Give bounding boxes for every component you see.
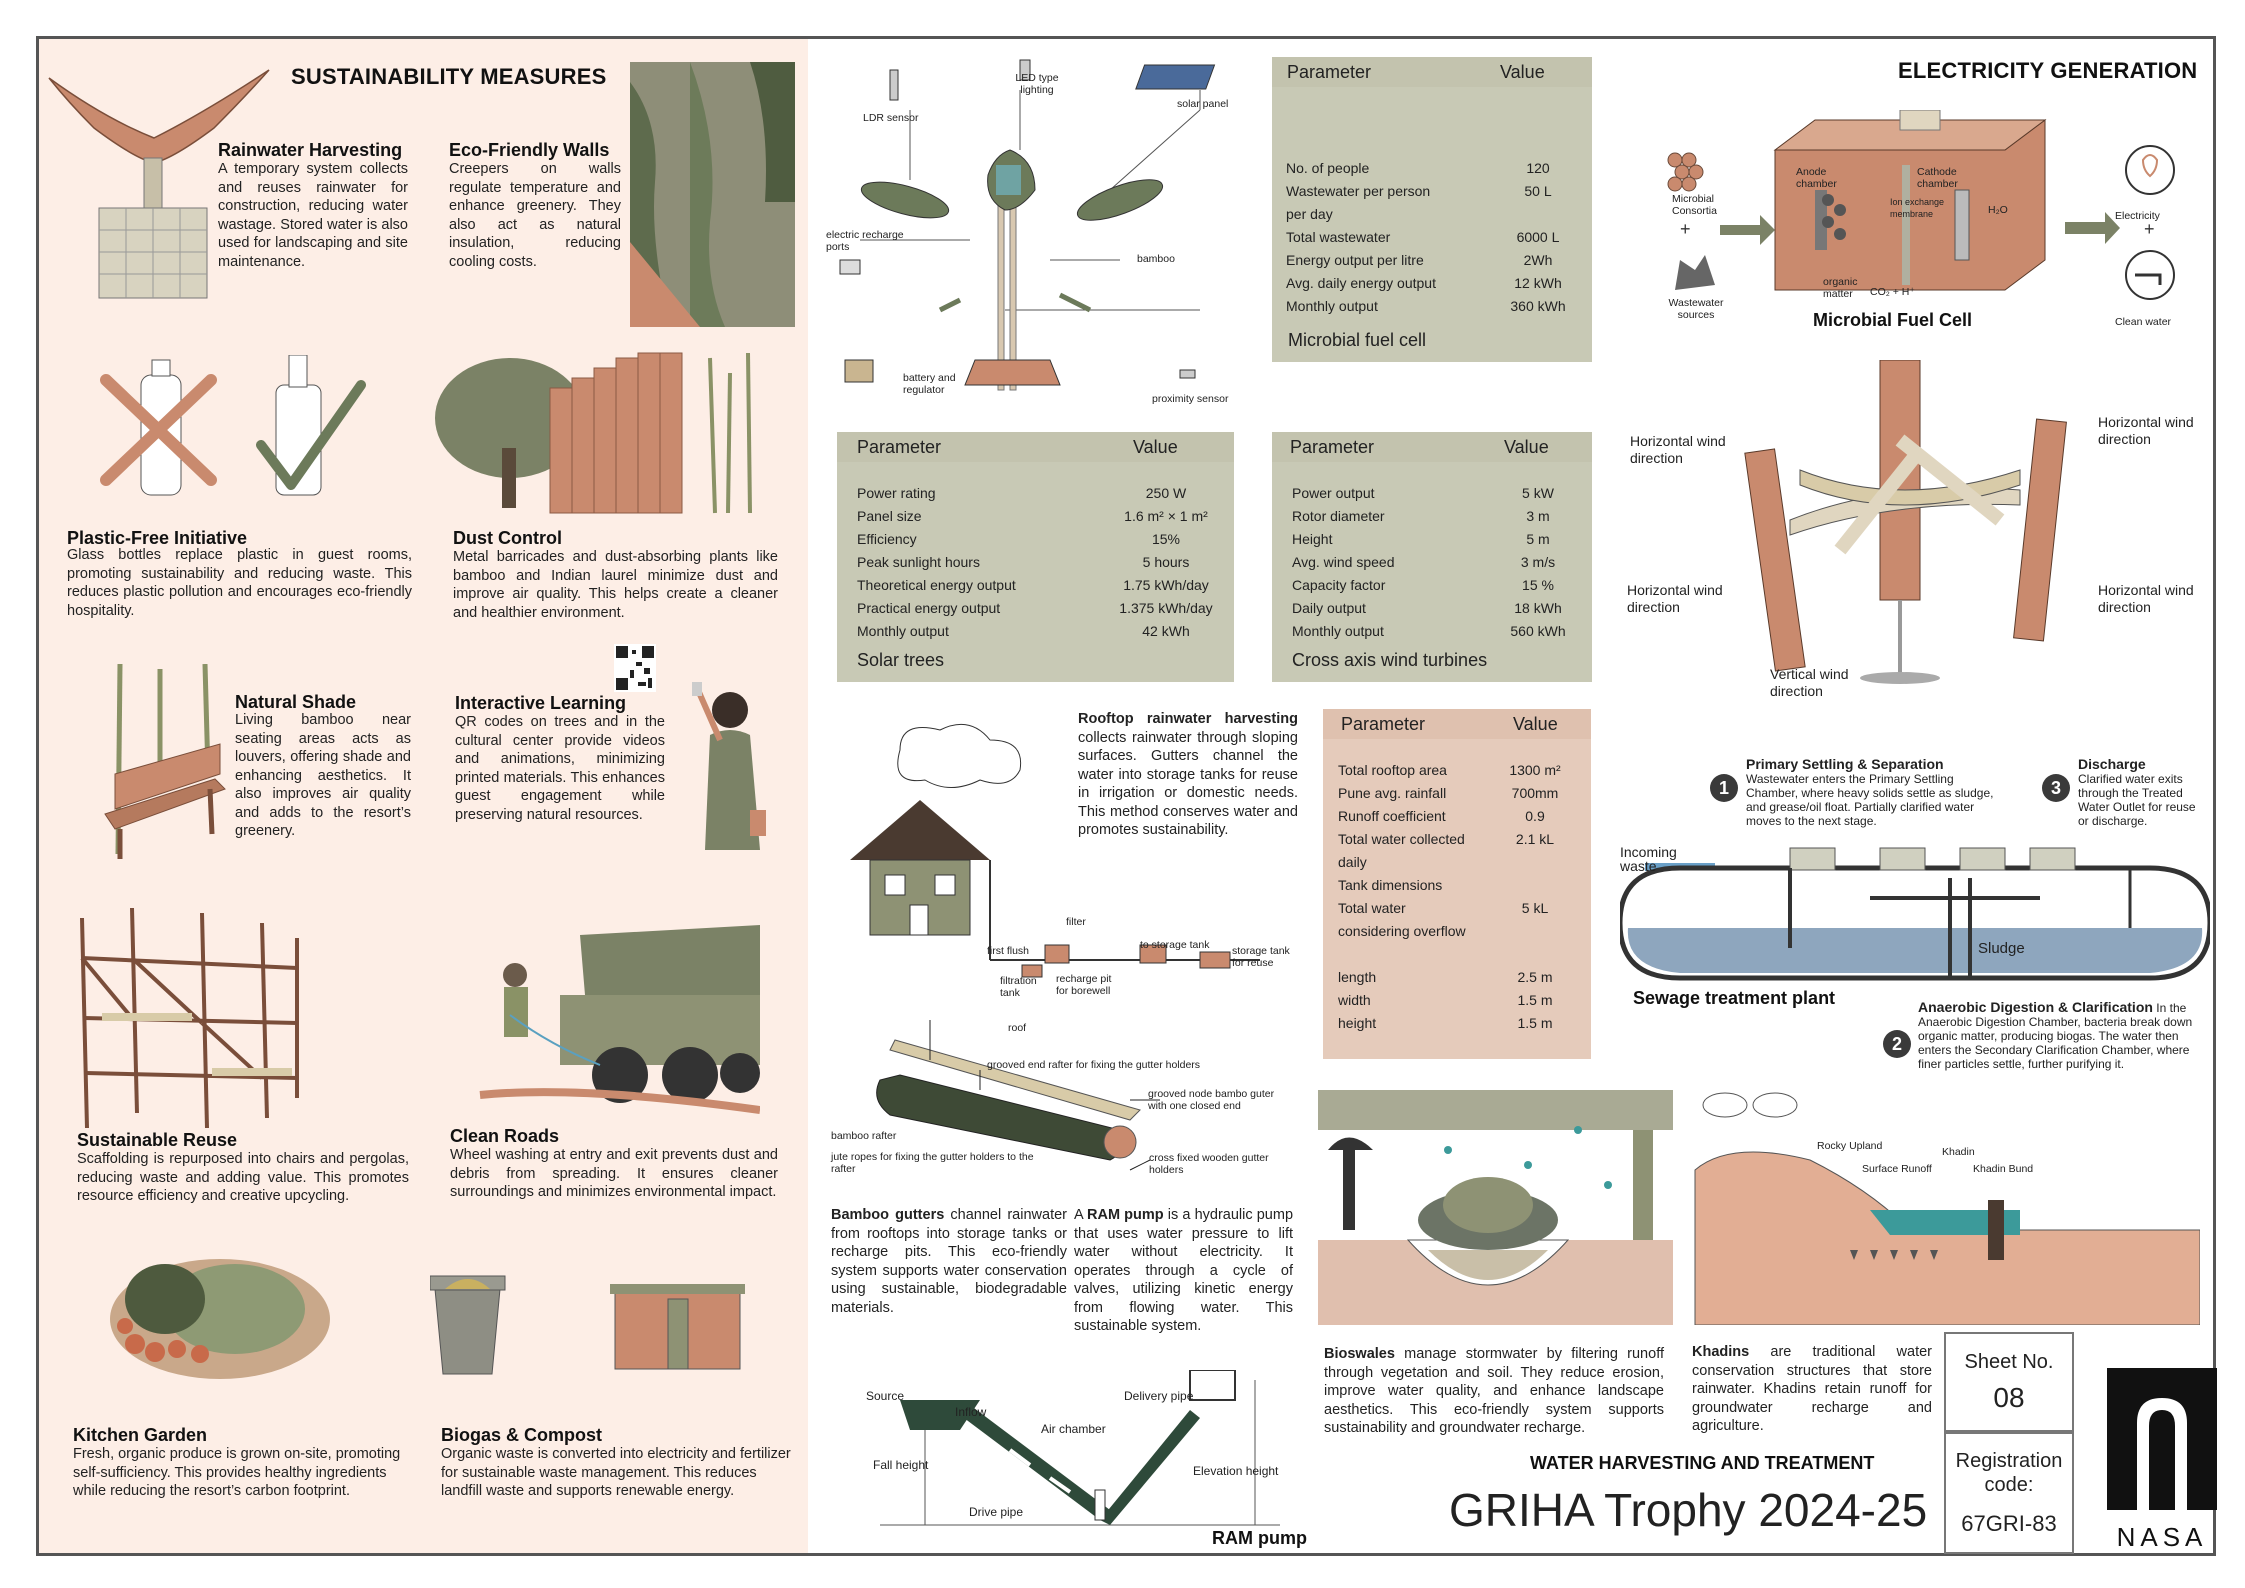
mfc-label-consortia: Microbial Consortia (1672, 193, 1717, 217)
wind-row (1292, 620, 1578, 643)
solar-row (857, 551, 1216, 574)
mfc-value: 120 (1526, 160, 1550, 176)
rain-row (1338, 851, 1575, 874)
shade-title: Natural Shade (235, 692, 357, 712)
rooftop-label-filter: filter (1066, 916, 1086, 928)
learning-text: QR codes on trees and in the cultural center provide videos and animations, minimizing printed materials. This enhances guest engagement while preserving natural resources. (455, 714, 665, 823)
rain-value: 1.5 m (1517, 992, 1553, 1008)
mfc-head-param: Parameter (1287, 61, 1372, 82)
roads-text: Wheel washing at entry and exit prevents dust and debris from spreading. It ensures cleaner surroundings and minimizes environmental impact. (450, 1147, 778, 1200)
mfc-param: Wastewater per person (1286, 183, 1431, 199)
mfc-param: No. of people (1286, 160, 1370, 176)
gutter-title: Bamboo gutters (831, 1207, 945, 1223)
solar-row (857, 482, 1216, 505)
mfc-caption: Microbial fuel cell (1288, 330, 1427, 350)
rain-value: 5 kL (1521, 900, 1549, 916)
label-ldr: LDR sensor (863, 112, 919, 124)
wind-param: Monthly output (1292, 623, 1384, 639)
mfc-row (1286, 272, 1578, 295)
solar-value: 1.75 kWh/day (1123, 577, 1209, 593)
plastic-title: Plastic-Free Initiative (67, 528, 248, 548)
mfc-label-anode: Anode chamber (1796, 166, 1837, 190)
sewage-step-1 (1746, 757, 1996, 828)
solar-head-param: Parameter (857, 436, 942, 457)
rain-param: Total water (1338, 900, 1406, 916)
mfc-row (1286, 295, 1578, 318)
rain-row (1338, 920, 1575, 943)
sewage-tank-diagram (1620, 838, 2210, 988)
eco-wall-illustration (630, 62, 795, 327)
solar-param: Efficiency (857, 531, 917, 547)
registration-label: Registration code: (1955, 1450, 2063, 1496)
kitchen-garden-illustration (105, 1244, 335, 1384)
wind-table-header (1272, 432, 1592, 462)
gutter-label-rafter: grooved end rafter for fixing the gutter holders (987, 1059, 1201, 1071)
rainwater-text: A temporary system collects and reuses rainwater for construction, reducing water wastage. Stored water is also used for landscaping and site maintenance. (218, 161, 408, 270)
wind-param: Power output (1292, 485, 1375, 501)
sewage-step-2 (1918, 1000, 2203, 1071)
solar-param: Theoretical energy output (857, 577, 1016, 593)
solar-value: 250 W (1145, 485, 1187, 501)
wind-table (1272, 432, 1592, 682)
rain-param (1338, 943, 1495, 966)
rain-value: 2.1 kL (1515, 831, 1555, 847)
gutter-text: channel rainwater from rooftops into storage tanks or recharge pits. This eco-friendly system supports water conservation using sustainable, biodegradable materials. (831, 1207, 1067, 1316)
mfc-label-organic: organic matter (1823, 276, 1858, 300)
rain-param: Total rooftop area (1338, 762, 1447, 778)
sewage-incoming-label: Incoming waste (1620, 844, 1677, 874)
solar-table-header (837, 432, 1234, 462)
rain-value (1495, 851, 1575, 874)
wind-head-param: Parameter (1290, 436, 1375, 457)
wind-label-h2: Horizontal wind direction (2098, 414, 2194, 447)
rain-row (1338, 989, 1575, 1012)
wind-value: 5 kW (1522, 485, 1554, 501)
solar-head-value: Value (1133, 436, 1178, 457)
ram-lead: A (1074, 1207, 1083, 1223)
mfc-value: 50 L (1524, 183, 1552, 199)
mfc-row (1286, 157, 1578, 180)
wind-row (1292, 505, 1578, 528)
mfc-row (1286, 203, 1578, 226)
gutter-label-roof: roof (1008, 1022, 1027, 1034)
label-battery: battery and regulator (903, 372, 956, 396)
solar-caption: Solar trees (857, 650, 945, 670)
khadin-label-runoff: Surface Runoff (1862, 1163, 1932, 1175)
wind-caption: Cross axis wind turbines (1292, 650, 1488, 670)
mfc-value: 6000 L (1516, 229, 1560, 245)
ecowalls-title: Eco-Friendly Walls (449, 140, 610, 160)
biogas-text: Organic waste is converted into electricity and fertilizer for sustainable waste management. This reduces landfill waste and supports renewable energy. (441, 1446, 791, 1499)
rooftop-label-storage-reuse: storage tank for reuse (1232, 945, 1290, 969)
rain-row (1338, 828, 1575, 851)
mfc-label-cathode: Cathode chamber (1917, 166, 1958, 190)
sewage-s2-title: Anaerobic Digestion & Clarification (1918, 999, 2153, 1015)
sustainability-heading: SUSTAINABILITY MEASURES (291, 64, 607, 89)
solar-value: 42 kWh (1142, 623, 1190, 639)
ram-pump-diagram (840, 1370, 1310, 1540)
wind-row (1292, 551, 1578, 574)
bioswale-diagram (1318, 1090, 1673, 1325)
dust-control-illustration (430, 348, 770, 518)
ram-text: is a hydraulic pump that uses water pressure to lift water without electricity. It operates through a cycle of valves, utilizing kinetic energy from flowing water. This sustainable system. (1074, 1207, 1294, 1334)
rooftop-label-filtration: filtration tank (1000, 975, 1037, 999)
rain-param: height (1338, 1015, 1377, 1031)
khadin-title: Khadins (1692, 1344, 1750, 1360)
rain-value (1495, 943, 1575, 966)
solar-param: Power rating (857, 485, 936, 501)
footer-title: GRIHA Trophy 2024-25 (1449, 1484, 1928, 1536)
rain-value: 1300 m² (1509, 762, 1561, 778)
mfc-diagram (1665, 110, 2195, 340)
wind-label-h3: Horizontal wind direction (1627, 582, 1723, 615)
wind-param: Rotor diameter (1292, 508, 1385, 524)
natural-shade-illustration (100, 664, 230, 864)
mfc-row (1286, 180, 1578, 203)
rain-param: Tank dimensions (1338, 877, 1443, 893)
wind-param: Height (1292, 531, 1333, 547)
reuse-text: Scaffolding is repurposed into chairs and pergolas, reducing waste and adding value. This promotes resource efficiency and creative upcycling. (77, 1151, 409, 1204)
rain-row (1338, 1012, 1575, 1035)
solar-param: Panel size (857, 508, 922, 524)
rain-table (1323, 709, 1591, 1059)
solar-row (857, 528, 1216, 551)
rain-value (1495, 920, 1575, 943)
sewage-s3-text: Clarified water exits through the Treated Water Outlet for reuse or discharge. (2078, 772, 2196, 828)
electricity-heading: ELECTRICITY GENERATION (1898, 58, 2198, 83)
learning-title: Interactive Learning (455, 693, 627, 713)
rain-row (1338, 943, 1575, 966)
rain-head-param: Parameter (1341, 713, 1426, 734)
wind-label-v: Vertical wind direction (1770, 666, 1849, 699)
solar-row (857, 505, 1216, 528)
wind-value: 5 m (1526, 531, 1550, 547)
rain-param: length (1338, 969, 1377, 985)
rain-param: daily (1338, 854, 1367, 870)
ram-label-elevation: Elevation height (1193, 1464, 1279, 1478)
registration-code: 67GRI-83 (1961, 1511, 2057, 1536)
garden-title: Kitchen Garden (73, 1425, 208, 1445)
scaffolding-illustration (72, 898, 312, 1138)
ram-label-delivery: Delivery pipe (1124, 1389, 1194, 1403)
mfc-value: 360 kWh (1510, 298, 1566, 314)
nasa-logo (2107, 1368, 2217, 1510)
solar-value: 5 hours (1142, 554, 1190, 570)
wind-param: Capacity factor (1292, 577, 1386, 593)
label-solar-panel: solar panel (1177, 98, 1229, 110)
footer-section-title: WATER HARVESTING AND TREATMENT (1530, 1453, 1875, 1473)
solar-value: 1.6 m² × 1 m² (1124, 508, 1208, 524)
rain-param: considering overflow (1338, 923, 1466, 939)
sewage-step-3-badge: 3 (2042, 774, 2070, 802)
rain-table-body (1323, 749, 1591, 1059)
gutter-label-jute: jute ropes for fixing the gutter holders to the rafter (831, 1151, 1034, 1175)
solar-row (857, 620, 1216, 643)
rain-param: Runoff coefficient (1338, 808, 1446, 824)
wind-row (1292, 482, 1578, 505)
gutter-label-bamboo-rafter: bamboo rafter (831, 1130, 897, 1142)
sheet-number-box (1944, 1332, 2074, 1432)
solar-param: Practical energy output (857, 600, 1001, 616)
wind-row (1292, 528, 1578, 551)
mfc-param: Avg. daily energy output (1286, 275, 1436, 291)
wind-row (1292, 574, 1578, 597)
sheet-number: 08 (1993, 1381, 2025, 1413)
wheel-washing-illustration (460, 915, 760, 1115)
rooftop-text: collects rainwater through sloping surfaces. Gutters channel the water into storage tanks for reuse in irrigation or domestic needs. This method conserves water and promotes sustainability. (1078, 729, 1298, 838)
sewage-s1-text: Wastewater enters the Primary Settling Chamber, where heavy solids settle as sludge, and grease/oil float. Partially clarified water moves to the next stage. (1746, 772, 1994, 828)
mfc-value (1498, 203, 1578, 226)
reuse-title: Sustainable Reuse (77, 1130, 238, 1150)
rain-row (1338, 782, 1575, 805)
wind-param: Daily output (1292, 600, 1366, 616)
mfc-value: 12 kWh (1514, 275, 1562, 291)
sewage-s2-text: In the Anaerobic Digestion Chamber, bacteria break down organic matter, producing biogas. The water then enters the Secondary Clarification Chamber, where finer particles settle, further purifying it. (1918, 1001, 2193, 1071)
sewage-title: Sewage treatment plant (1633, 988, 1836, 1008)
mfc-label-membrane: Ion exchange membrane (1890, 197, 1945, 219)
ram-label-inflow: Inflow (955, 1405, 987, 1419)
khadin-label-khadin: Khadin (1942, 1146, 1975, 1158)
mfc-label-electricity: Electricity (2115, 210, 2160, 222)
nasa-logo-text: NASA (2116, 1522, 2208, 1552)
rain-row (1338, 966, 1575, 989)
mfc-row (1286, 249, 1578, 272)
bioswale-text-block (1324, 1345, 1664, 1438)
roads-title: Clean Roads (450, 1126, 560, 1146)
rainwater-title: Rainwater Harvesting (218, 140, 403, 160)
solar-table (837, 432, 1234, 682)
solar-param: Monthly output (857, 623, 949, 639)
wind-param: Avg. wind speed (1292, 554, 1395, 570)
rain-value: 1.5 m (1517, 1015, 1553, 1031)
wind-value: 18 kWh (1514, 600, 1562, 616)
mfc-label-clean: Clean water (2115, 316, 2172, 328)
registration-box (1944, 1432, 2074, 1554)
mfc-table (1272, 57, 1592, 362)
mfc-label-h2o: H₂O (1988, 204, 2008, 216)
ram-label-source: Source (866, 1389, 905, 1403)
rain-param: Pune avg. rainfall (1338, 785, 1447, 801)
ecowalls-text: Creepers on walls regulate temperature and enhance greenery. They also act as natural insulation, reducing cooling costs. (449, 161, 621, 270)
mfc-param: Total wastewater (1286, 229, 1391, 245)
rain-value (1495, 874, 1575, 897)
solar-value: 1.375 kWh/day (1119, 600, 1213, 616)
mfc-table-header (1272, 57, 1592, 87)
plastic-free-illustration (96, 355, 366, 505)
qr-code-icon (614, 644, 656, 692)
dust-text: Metal barricades and dust-absorbing plants like bamboo and Indian laurel minimize dust and improve air quality. This helps create a cleaner and healthier environment. (453, 549, 778, 621)
bioswale-text: manage stormwater by filtering runoff through vegetation and soil. They reduce erosion, improve water quality, and enhance landscape aesthetics. This eco-friendly system supports sustainability and groundwater recharge. (1324, 1346, 1664, 1436)
label-proximity: proximity sensor (1152, 393, 1229, 405)
mfc-title: Microbial Fuel Cell (1813, 310, 1973, 330)
garden-text: Fresh, organic produce is grown on-site, promoting self-sufficiency. This provides healthy ingredients while reducing the resort’s carbon footprint. (73, 1446, 401, 1499)
sewage-sludge-label: Sludge (1978, 940, 2025, 957)
ram-label-air: Air chamber (1041, 1422, 1106, 1436)
label-bamboo: bamboo (1137, 253, 1175, 265)
khadin-text-block (1692, 1343, 1932, 1436)
ram-text-block (1074, 1206, 1293, 1336)
rooftop-label-first-flush: first flush (987, 945, 1030, 957)
svg-text:+: + (2144, 219, 2155, 239)
wind-value: 3 m/s (1520, 554, 1556, 570)
ram-caption: RAM pump (1212, 1528, 1307, 1548)
rain-param: Total water collected (1338, 831, 1465, 847)
rain-value: 0.9 (1525, 808, 1545, 824)
rain-param: width (1338, 992, 1371, 1008)
mfc-head-value: Value (1500, 61, 1545, 82)
rooftop-label-recharge: recharge pit for borewell (1056, 973, 1112, 997)
khadin-text: are traditional water conservation structures that store rainwater. Khadins retain runoff for groundwater recharge and agriculture. (1692, 1344, 1932, 1434)
gutter-label-cross: cross fixed wooden gutter holders (1149, 1152, 1269, 1176)
wind-row (1292, 597, 1578, 620)
rooftop-title: Rooftop rainwater harvesting (1078, 711, 1298, 727)
biogas-title: Biogas & Compost (441, 1425, 603, 1445)
dust-title: Dust Control (453, 528, 562, 548)
ram-label-drive: Drive pipe (969, 1505, 1024, 1519)
solar-value: 15% (1151, 531, 1181, 547)
ram-title: RAM pump (1087, 1207, 1164, 1223)
sewage-s3-title: Discharge (2078, 756, 2146, 772)
khadin-label-rocky: Rocky Upland (1817, 1140, 1883, 1152)
ram-label-fall: Fall height (873, 1458, 929, 1472)
mfc-param: Monthly output (1286, 298, 1378, 314)
svg-text:+: + (1680, 219, 1691, 239)
wind-turbine-diagram (1740, 360, 2100, 690)
wind-label-h1: Horizontal wind direction (1630, 433, 1726, 466)
rain-row (1338, 805, 1575, 828)
mfc-label-wastewater: Wastewater sources (1668, 297, 1724, 321)
shade-text: Living bamboo near seating areas acts as louvers, offering shade and enhancing aesthetics. It also improves air quality and adds to the resort’s greenery. (235, 712, 411, 839)
mfc-param: per day (1286, 206, 1333, 222)
mfc-value: 2Wh (1523, 252, 1553, 268)
rain-head-value: Value (1513, 713, 1558, 734)
rooftop-label-storage: to storage tank (1140, 939, 1210, 951)
rain-value: 2.5 m (1517, 969, 1553, 985)
plastic-text: Glass bottles replace plastic in guest rooms, promoting sustainability and reducing waste. This reduces plastic pollution and encourages eco-friendly hospitality. (67, 547, 412, 619)
sewage-step-1-badge: 1 (1710, 774, 1738, 802)
sewage-step-2-badge: 2 (1883, 1030, 1911, 1058)
bioswale-title: Bioswales (1324, 1346, 1395, 1362)
mfc-param: Energy output per litre (1286, 252, 1424, 268)
khadin-label-bund: Khadin Bund (1973, 1163, 2034, 1175)
gutter-label-node: grooved node bambo guter with one closed end (1148, 1088, 1275, 1112)
gutter-text-block (831, 1206, 1067, 1317)
mfc-label-co2: CO₂ + H⁺ (1870, 286, 1915, 298)
wind-value: 560 kWh (1510, 623, 1566, 639)
rain-row (1338, 897, 1575, 920)
wind-value: 3 m (1526, 508, 1550, 524)
rooftop-text-block (1078, 710, 1298, 840)
mfc-table-body (1272, 97, 1592, 362)
solar-param: Peak sunlight hours (857, 554, 980, 570)
rain-row (1338, 759, 1575, 782)
khadin-diagram (1690, 1090, 2200, 1325)
mfc-row (1286, 226, 1578, 249)
solar-row (857, 574, 1216, 597)
wind-head-value: Value (1504, 436, 1549, 457)
solar-row (857, 597, 1216, 620)
rain-table-header (1323, 709, 1591, 739)
label-electric: electric recharge ports (826, 229, 904, 253)
sewage-s1-title: Primary Settling & Separation (1746, 756, 1944, 772)
person-scanning-illustration (690, 680, 780, 870)
rain-row (1338, 874, 1575, 897)
label-led: LED type lighting (1015, 72, 1059, 96)
wind-value: 15 % (1522, 577, 1554, 593)
sewage-step-3 (2078, 757, 2198, 828)
sheet-label: Sheet No. (1964, 1350, 2054, 1373)
wind-label-h4: Horizontal wind direction (2098, 582, 2194, 615)
biogas-illustration (430, 1264, 750, 1384)
rain-value: 700mm (1511, 785, 1559, 801)
